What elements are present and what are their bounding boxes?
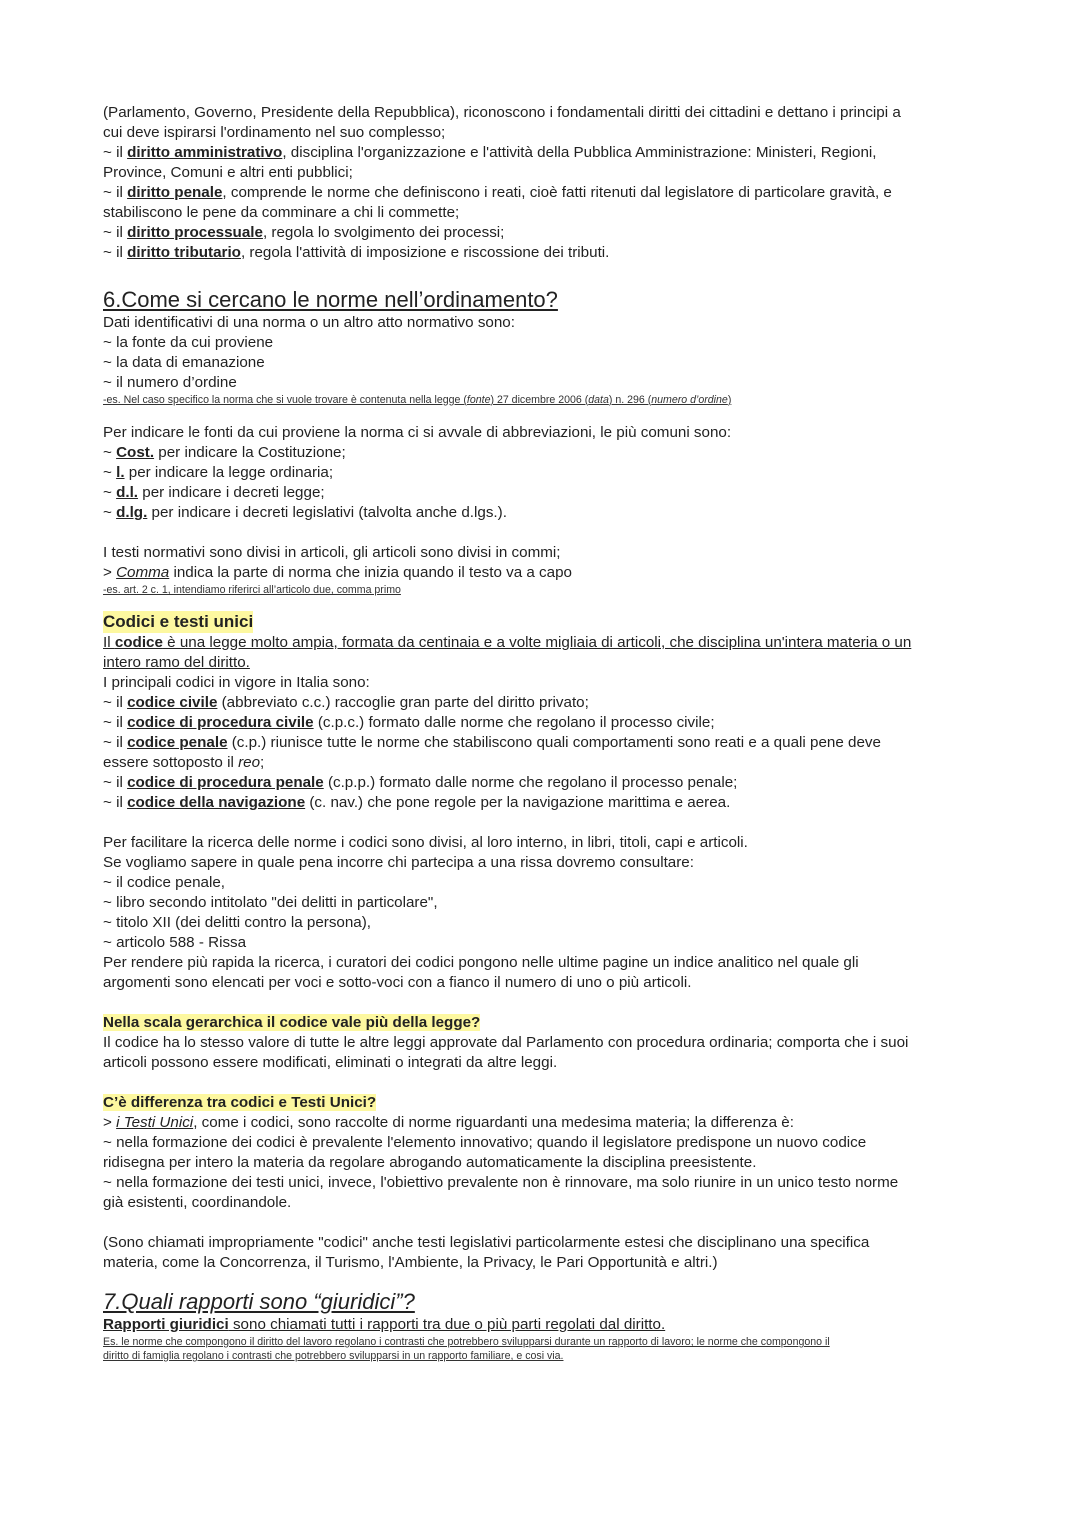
intro-text: (Parlamento, Governo, Presidente della Repubblica), riconoscono i fondamentali diritti dei cittadini e dettano i principi a cui deve ispirarsi l'ordinamento nel suo complesso;: [103, 104, 901, 141]
paragraph: > i Testi Unici, come i codici, sono raccolte di norme riguardanti una medesima materia; la differenza è:: [103, 1114, 794, 1131]
note-paragraph: (Sono chiamati impropriamente "codici" anche testi legislativi particolarmente estesi che disciplinano una specifica materia, come la Concorrenza, il Turismo, l'Ambiente, la Privacy, le Pari Opportunità e altri.): [103, 1234, 870, 1271]
codice-definition: Il codice è una legge molto ampia, formata da centinaia e a volte migliaia di articoli, che disciplina un'intera materia o un intero ramo del diritto.: [103, 634, 912, 671]
paragraph: Per rendere più rapida la ricerca, i curatori dei codici pongono nelle ultime pagine un indice analitico nel quale gli argomenti sono elencati per voci e sotto-voci con a fianco il numero di uno o più articoli.: [103, 954, 859, 991]
list-item: ~ la data di emanazione: [103, 354, 265, 371]
section-7-title: 7.Quali rapporti sono “giuridici”?: [103, 1289, 415, 1314]
paragraph: Il codice ha lo stesso valore di tutte le altre leggi approvate dal Parlamento con procedura ordinaria; comporta che i suoi articoli possono essere modificati, eliminati o integrati da altre leggi.: [103, 1034, 909, 1071]
list-item: ~ il codice civile (abbreviato c.c.) raccoglie gran parte del diritto privato;: [103, 694, 589, 711]
list-item: ~ il codice della navigazione (c. nav.) che pone regole per la navigazione marittima e aerea.: [103, 794, 731, 811]
list-item: ~ d.l. per indicare i decreti legge;: [103, 484, 325, 501]
list-item: ~ il diritto penale, comprende le norme che definiscono i reati, cioè fatti ritenuti dal legislatore di particolare gravità, e stabiliscono le pene da comminare a chi li commette;: [103, 184, 892, 221]
list-item: ~ il codice di procedura civile (c.p.c.) formato dalle norme che regolano il processo civile;: [103, 714, 715, 731]
list-item: ~ il diritto tributario, regola l'attività di imposizione e riscossione dei tributi.: [103, 244, 610, 261]
paragraph: ~ nella formazione dei testi unici, invece, l'obiettivo prevalente non è rinnovare, ma solo riunire in un unico testo norme già esistenti, coordinandole.: [103, 1174, 899, 1211]
paragraph: > Comma indica la parte di norma che inizia quando il testo va a capo: [103, 564, 572, 581]
paragraph: Per facilitare la ricerca delle norme i codici sono divisi, al loro interno, in libri, titoli, capi e articoli.: [103, 834, 748, 851]
list-item: ~ d.lg. per indicare i decreti legislativi (talvolta anche d.lgs.).: [103, 504, 507, 521]
example-note: -es. Nel caso specifico la norma che si vuole trovare è contenuta nella legge (fonte) 27 dicembre 2006 (data) n. 296 (numero d’ordine): [103, 394, 732, 406]
list-item: ~ Cost. per indicare la Costituzione;: [103, 444, 346, 461]
list-item: ~ il codice di procedura penale (c.p.p.) formato dalle norme che regolano il processo penale;: [103, 774, 738, 791]
list-item: ~ il diritto processuale, regola lo svolgimento dei processi;: [103, 224, 505, 241]
list-item: ~ il codice penale (c.p.) riunisce tutte le norme che stabiliscono quali comportamenti sono reati e a quali pene deve essere sottoposto il reo;: [103, 734, 881, 771]
question-heading: C’è differenza tra codici e Testi Unici?: [103, 1094, 377, 1111]
list-item: ~ libro secondo intitolato "dei delitti in particolare",: [103, 894, 438, 911]
question-heading: Nella scala gerarchica il codice vale più della legge?: [103, 1014, 481, 1031]
example-note: -es. art. 2 c. 1, intendiamo riferirci all’articolo due, comma primo: [103, 584, 401, 596]
paragraph: Se vogliamo sapere in quale pena incorre chi partecipa a una rissa dovremo consultare:: [103, 854, 694, 871]
list-item: ~ titolo XII (dei delitti contro la persona),: [103, 914, 372, 931]
list-item: ~ la fonte da cui proviene: [103, 334, 274, 351]
paragraph: I testi normativi sono divisi in articoli, gli articoli sono divisi in commi;: [103, 544, 561, 561]
list-item: ~ il diritto amministrativo, disciplina l'organizzazione e l'attività della Pubblica Amministrazione: Ministeri, Regioni, Province, Comuni e altri enti pubblici;: [103, 144, 877, 181]
rapporti-definition: Rapporti giuridici sono chiamati tutti i rapporti tra due o più parti regolati dal diritto.: [103, 1316, 666, 1333]
example-note: Es. le norme che compongono il diritto del lavoro regolano i contrasti che potrebbero svilupparsi durante un rapporto di lavoro; le norme che compongono il diritto di famiglia regolano i contrasti che potrebbero svilupparsi in un rapporto familiare, e cosi via.: [103, 1336, 830, 1362]
codici-heading: Codici e testi unici: [103, 612, 254, 631]
paragraph: Per indicare le fonti da cui proviene la norma ci si avvale di abbreviazioni, le più comuni sono:: [103, 424, 732, 441]
paragraph: I principali codici in vigore in Italia sono:: [103, 674, 370, 691]
list-item: ~ il codice penale,: [103, 874, 226, 891]
paragraph: ~ nella formazione dei codici è prevalente l'elemento innovativo; quando il legislatore predispone un nuovo codice ridisegna per intero la materia da regolare abrogando automaticamente la disciplina preesistente.: [103, 1134, 867, 1171]
list-item: ~ articolo 588 - Rissa: [103, 934, 247, 951]
section-6-title: 6.Come si cercano le norme nell’ordinamento?: [103, 287, 558, 312]
list-item: ~ il numero d’ordine: [103, 374, 237, 391]
document-body: [103, 103, 983, 1363]
list-item: ~ l. per indicare la legge ordinaria;: [103, 464, 334, 481]
paragraph: Dati identificativi di una norma o un altro atto normativo sono:: [103, 314, 515, 331]
